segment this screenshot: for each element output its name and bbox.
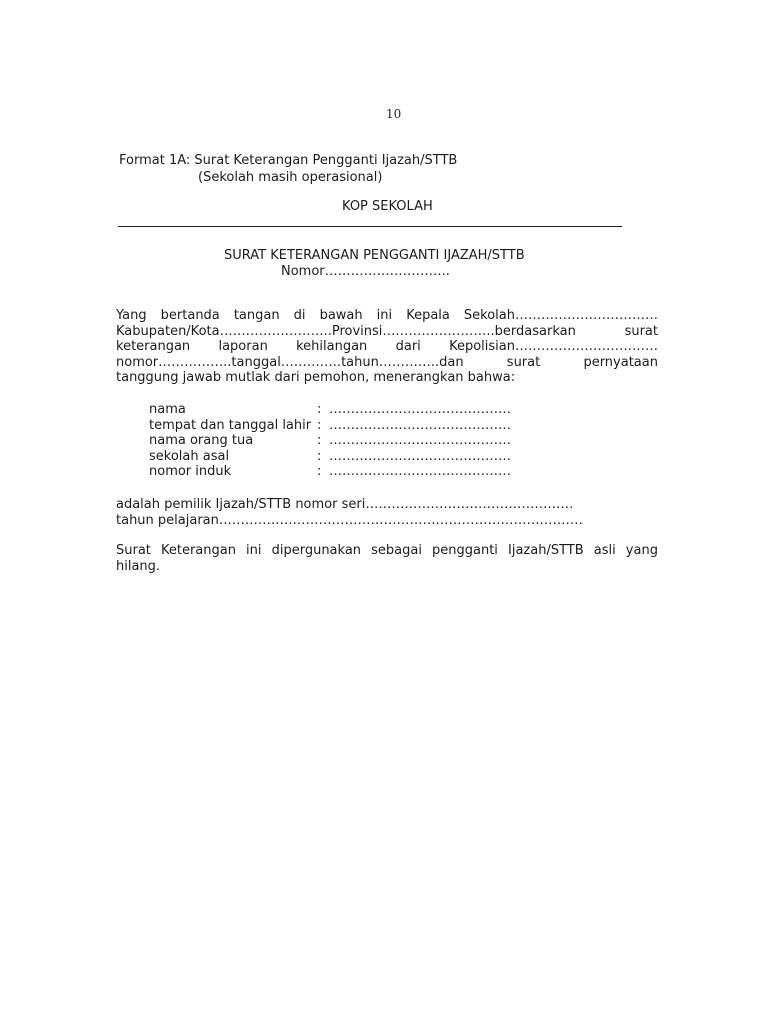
word: bawah: [319, 308, 363, 323]
field-row-nama: [149, 402, 511, 418]
word: asli: [593, 543, 616, 558]
document-number: Nomor………………………..: [281, 264, 450, 279]
field-colon: :: [317, 417, 322, 433]
field-row-tempat-tanggal-lahir: [149, 418, 511, 434]
word: nomor……………..tanggal…………..tahun…………..dan: [116, 354, 464, 370]
format-title: Format 1A: Surat Keterangan Pengganti Ijazah/STTB: [119, 153, 458, 168]
word: sebagai: [371, 543, 422, 558]
word: Keterangan: [160, 543, 236, 558]
word: bertanda: [160, 308, 220, 323]
word: keterangan: [116, 339, 191, 354]
word: surat: [624, 323, 658, 339]
word: dari: [395, 339, 421, 354]
field-blank: ……………………………………: [329, 464, 511, 479]
word: Sekolah……………………………: [463, 308, 658, 323]
word: pengganti: [432, 543, 498, 558]
word: pernyataan: [583, 354, 658, 370]
paragraph-line: [116, 324, 658, 340]
field-row-sekolah-asal: [149, 449, 511, 465]
paragraph-line: [116, 370, 658, 386]
field-label: tempat dan tanggal lahir: [149, 417, 312, 433]
paragraph-line: [116, 308, 658, 324]
field-label: nama: [149, 402, 186, 417]
field-row-nomor-induk: [149, 464, 511, 480]
field-blank: ……………………………………: [329, 433, 511, 448]
paragraph-line: [116, 543, 658, 559]
word: ini: [376, 308, 393, 323]
word: Kabupaten/Kota……………………..Provinsi……………………..berdasarkan: [116, 323, 576, 339]
field-label: nama orang tua: [149, 433, 254, 448]
paragraph-line: [116, 355, 658, 371]
word: di: [293, 308, 306, 323]
format-subtitle: (Sekolah masih operasional): [198, 170, 383, 185]
kop-sekolah-heading: KOP SEKOLAH: [342, 199, 433, 214]
opening-paragraph: [116, 308, 658, 386]
field-colon: :: [317, 448, 322, 464]
field-blank: ……………………………………: [329, 417, 511, 433]
word: Kepolisian……………………………: [449, 339, 658, 354]
word: Ijazah/STTB: [508, 543, 584, 558]
word: laporan: [218, 339, 268, 354]
field-row-nama-orang-tua: [149, 433, 511, 449]
line-text: hilang.: [116, 558, 161, 574]
paragraph-line: [116, 339, 658, 355]
line-text: adalah pemilik Ijazah/STTB nomor seri…………………………………………: [116, 497, 574, 512]
page-number: 10: [386, 107, 402, 121]
document-title: SURAT KETERANGAN PENGGANTI IJAZAH/STTB: [224, 248, 525, 263]
identity-fields: [149, 402, 511, 480]
paragraph-line: [116, 559, 658, 575]
closing-paragraph: [116, 543, 658, 574]
ownership-paragraph: [116, 497, 658, 528]
kop-divider-line: [118, 226, 622, 227]
word: ini: [246, 543, 262, 558]
field-blank: ……………………………………: [329, 402, 511, 417]
field-label: sekolah asal: [149, 448, 230, 464]
word: yang: [625, 543, 658, 558]
field-label: nomor induk: [149, 464, 232, 479]
word: tangan: [233, 308, 280, 323]
field-colon: :: [317, 402, 322, 417]
word: kehilangan: [296, 339, 368, 354]
field-colon: :: [317, 433, 322, 448]
line-text: tahun pelajaran…………………………………………………………………………: [116, 512, 583, 528]
word: dipergunakan: [271, 543, 362, 558]
word: Yang: [116, 308, 147, 323]
line-text: tanggung jawab mutlak dari pemohon, menerangkan bahwa:: [116, 370, 516, 385]
word: Kepala: [406, 308, 450, 323]
paragraph-line: [116, 513, 658, 529]
field-blank: ……………………………………: [329, 448, 511, 464]
word: surat: [506, 354, 541, 370]
field-colon: :: [317, 464, 322, 479]
word: Surat: [116, 543, 151, 558]
paragraph-line: [116, 497, 658, 513]
